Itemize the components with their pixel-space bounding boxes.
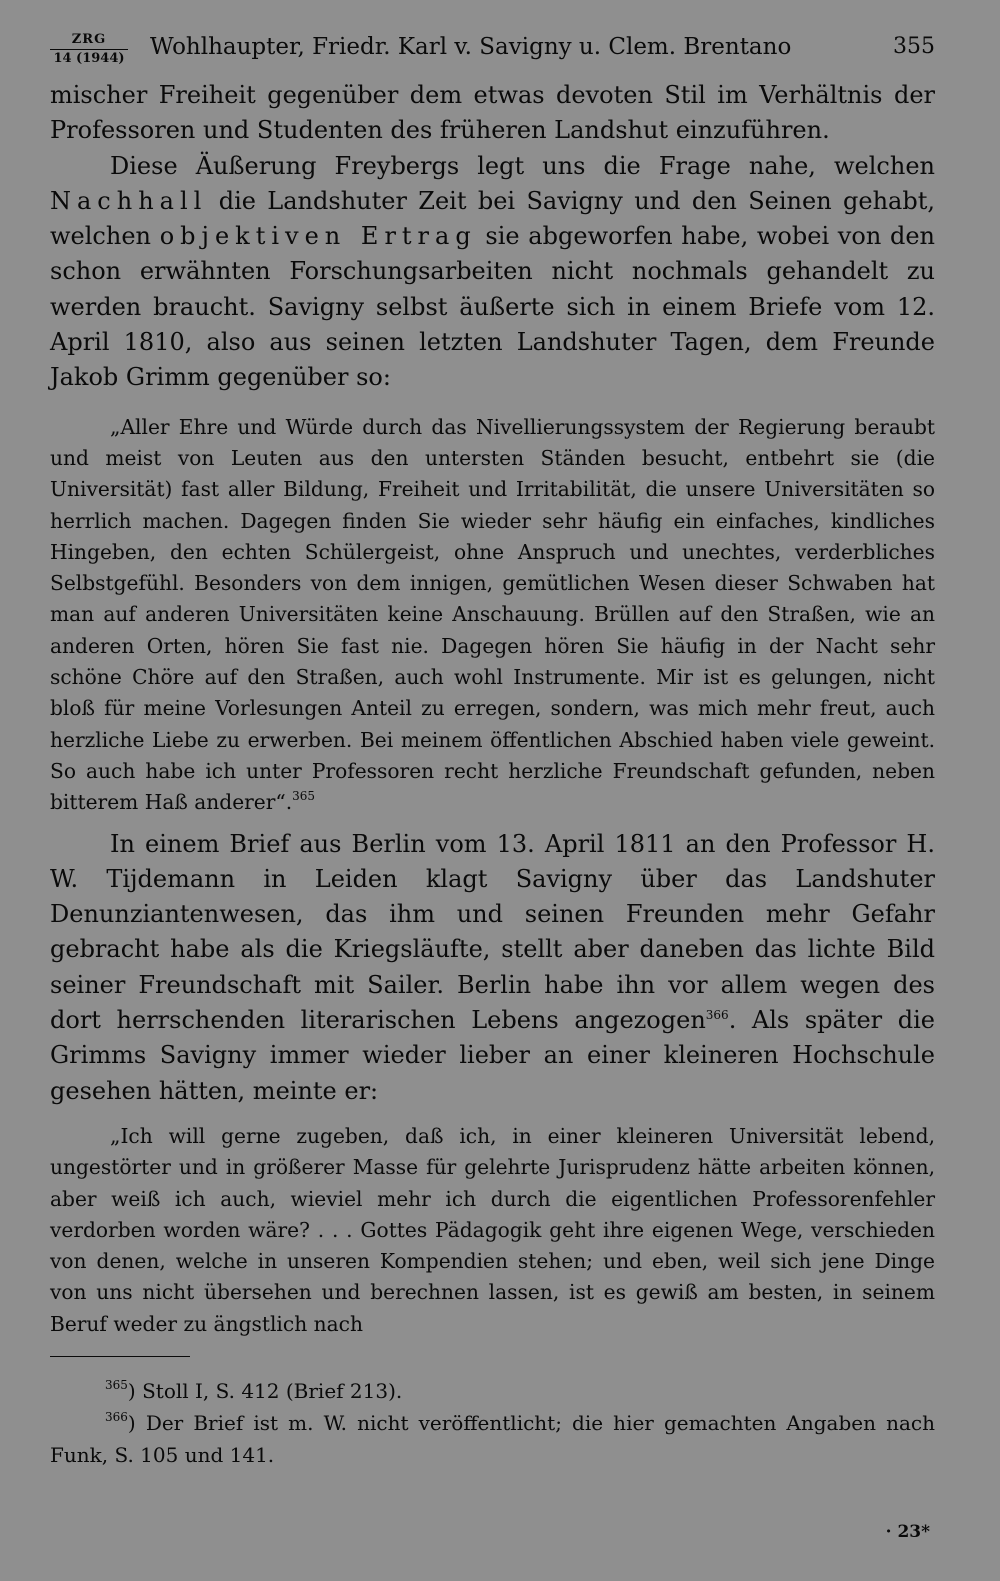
footnotes bbox=[50, 1375, 935, 1471]
page-number: 355 bbox=[893, 34, 935, 59]
printer-signature: · 23* bbox=[885, 1522, 930, 1542]
block-quote-landshut bbox=[50, 412, 935, 819]
paragraph-text: sie abgeworfen habe, wobei von den schon erwähnten Forschungsarbeiten nicht nochmals gehandelt zu werden braucht. Savigny selbst äußerte sich in einem Briefe vom 12. April 1810, also aus seinen letzten Landshuter Tagen, dem Freunde Jakob Grimm gegenüber so: bbox=[50, 222, 935, 392]
page-header bbox=[50, 30, 935, 78]
journal-abbreviation: ZRG bbox=[50, 32, 128, 50]
paragraph-continuation: mischer Freiheit gegenüber dem etwas devoten Stil im Verhältnis der Professoren und Studenten des früheren Landshut einzuführen. bbox=[50, 81, 935, 145]
footnote-366: $^{366}$) Der Brief ist m. W. nicht veröffentlicht; die hier gemachten Angaben nach Funk, S. 105 und 141. bbox=[50, 1409, 935, 1467]
paragraph-text: die Landshuter Zeit bei Savigny und den Seinen gehabt, welchen bbox=[50, 186, 935, 251]
footnote-divider bbox=[50, 1356, 190, 1357]
journal-mark bbox=[50, 32, 128, 67]
footnote-text: Stoll I, S. 412 (Brief 213). bbox=[142, 1378, 403, 1403]
footnote-reference-365: 365 bbox=[292, 789, 316, 804]
paragraph-text: . Als später die Grimms Savigny immer wieder lieber an einer kleineren Hochschule gesehen hätten, meinte er: bbox=[50, 1006, 935, 1105]
page bbox=[50, 30, 935, 1471]
paragraph-freyberg bbox=[50, 149, 935, 396]
footnote-text: Der Brief ist m. W. nicht veröffentlicht; die hier gemachten Angaben nach Funk, S. 105 und 141. bbox=[50, 1410, 935, 1467]
footnote-reference-366: 366 bbox=[705, 1008, 729, 1023]
footnote-365: $^{365}$) Stoll I, S. 412 (Brief 213). bbox=[105, 1377, 403, 1403]
emphasis-nachhall: Nachhall bbox=[50, 186, 208, 215]
paragraph-text: In einem Brief aus Berlin vom 13. April 1811 an den Professor H. W. Tijdemann in Leiden klagt Savigny über das Landshuter Denunziantenwesen, das ihm und seinen Freunden mehr Gefahr gebracht habe als die Kriegsläufte, stellt aber daneben das lichte Bild seiner Freundschaft mit Sailer. Berlin habe ihn vor allem wegen des dort herrschenden literarischen Lebens angezogen bbox=[50, 829, 935, 1035]
footnote-number: 366 bbox=[105, 1409, 128, 1424]
journal-volume: 14 (1944) bbox=[53, 51, 125, 66]
footnote-number: 365 bbox=[105, 1377, 128, 1392]
emphasis-objektiven-ertrag: objektiven Ertrag bbox=[159, 222, 477, 251]
paragraph-text: Diese Äußerung Freybergs legt uns die Frage nahe, welchen bbox=[110, 151, 935, 180]
block-quote-grimm: „Ich will gerne zugeben, daß ich, in einer kleineren Universität lebend, ungestörter und in größerer Masse für gelehrte Jurisprudenz hätte arbeiten können, aber weiß ich auch, wieviel mehr ich durch die eigentlichen Professorenfehler verdorben worden wäre? . . . Gottes Pädagogik geht ihre eigenen Wege, verschieden von denen, welche in unseren Kompendien stehen; und eben, weil sich jene Dinge von uns nicht übersehen und berechnen lassen, ist es gewiß am besten, in seinem Beruf weder zu ängstlich nach bbox=[50, 1123, 935, 1336]
running-title: Wohlhaupter, Friedr. Karl v. Savigny u. Clem. Brentano bbox=[150, 34, 792, 60]
quote-text: „Aller Ehre und Würde durch das Nivellierungssystem der Regierung beraubt und meist von Leuten aus den untersten Ständen besucht, entbehrt sie (die Universität) fast aller Bildung, Freiheit und Irritabilität, die unsere Universitäten so herrlich machen. Dagegen finden Sie wieder sehr häufig ein einfaches, kindliches Hingeben, den echten Schülergeist, ohne Anspruch und unechtes, verderbliches Selbstgefühl. Besonders von dem innigen, gemütlichen Wesen dieser Schwaben hat man auf anderen Universitäten keine Anschauung. Brüllen auf den Straßen, wie an anderen Orten, hören Sie fast nie. Dagegen hören Sie häufig in der Nacht sehr schöne Chöre auf den Straßen, auch wohl Instrumente. Mir ist es gelungen, nicht bloß für meine Vorlesungen Anteil zu erregen, sondern, was mich mehr freut, auch herzliche Liebe zu erwerben. Bei meinem öffentlichen Abschied haben viele geweint. So auch habe ich unter Professoren recht herzliche Freundschaft gefunden, neben bitterem Haß anderer“. bbox=[50, 414, 935, 815]
paragraph-berlin-letter bbox=[50, 827, 935, 1109]
